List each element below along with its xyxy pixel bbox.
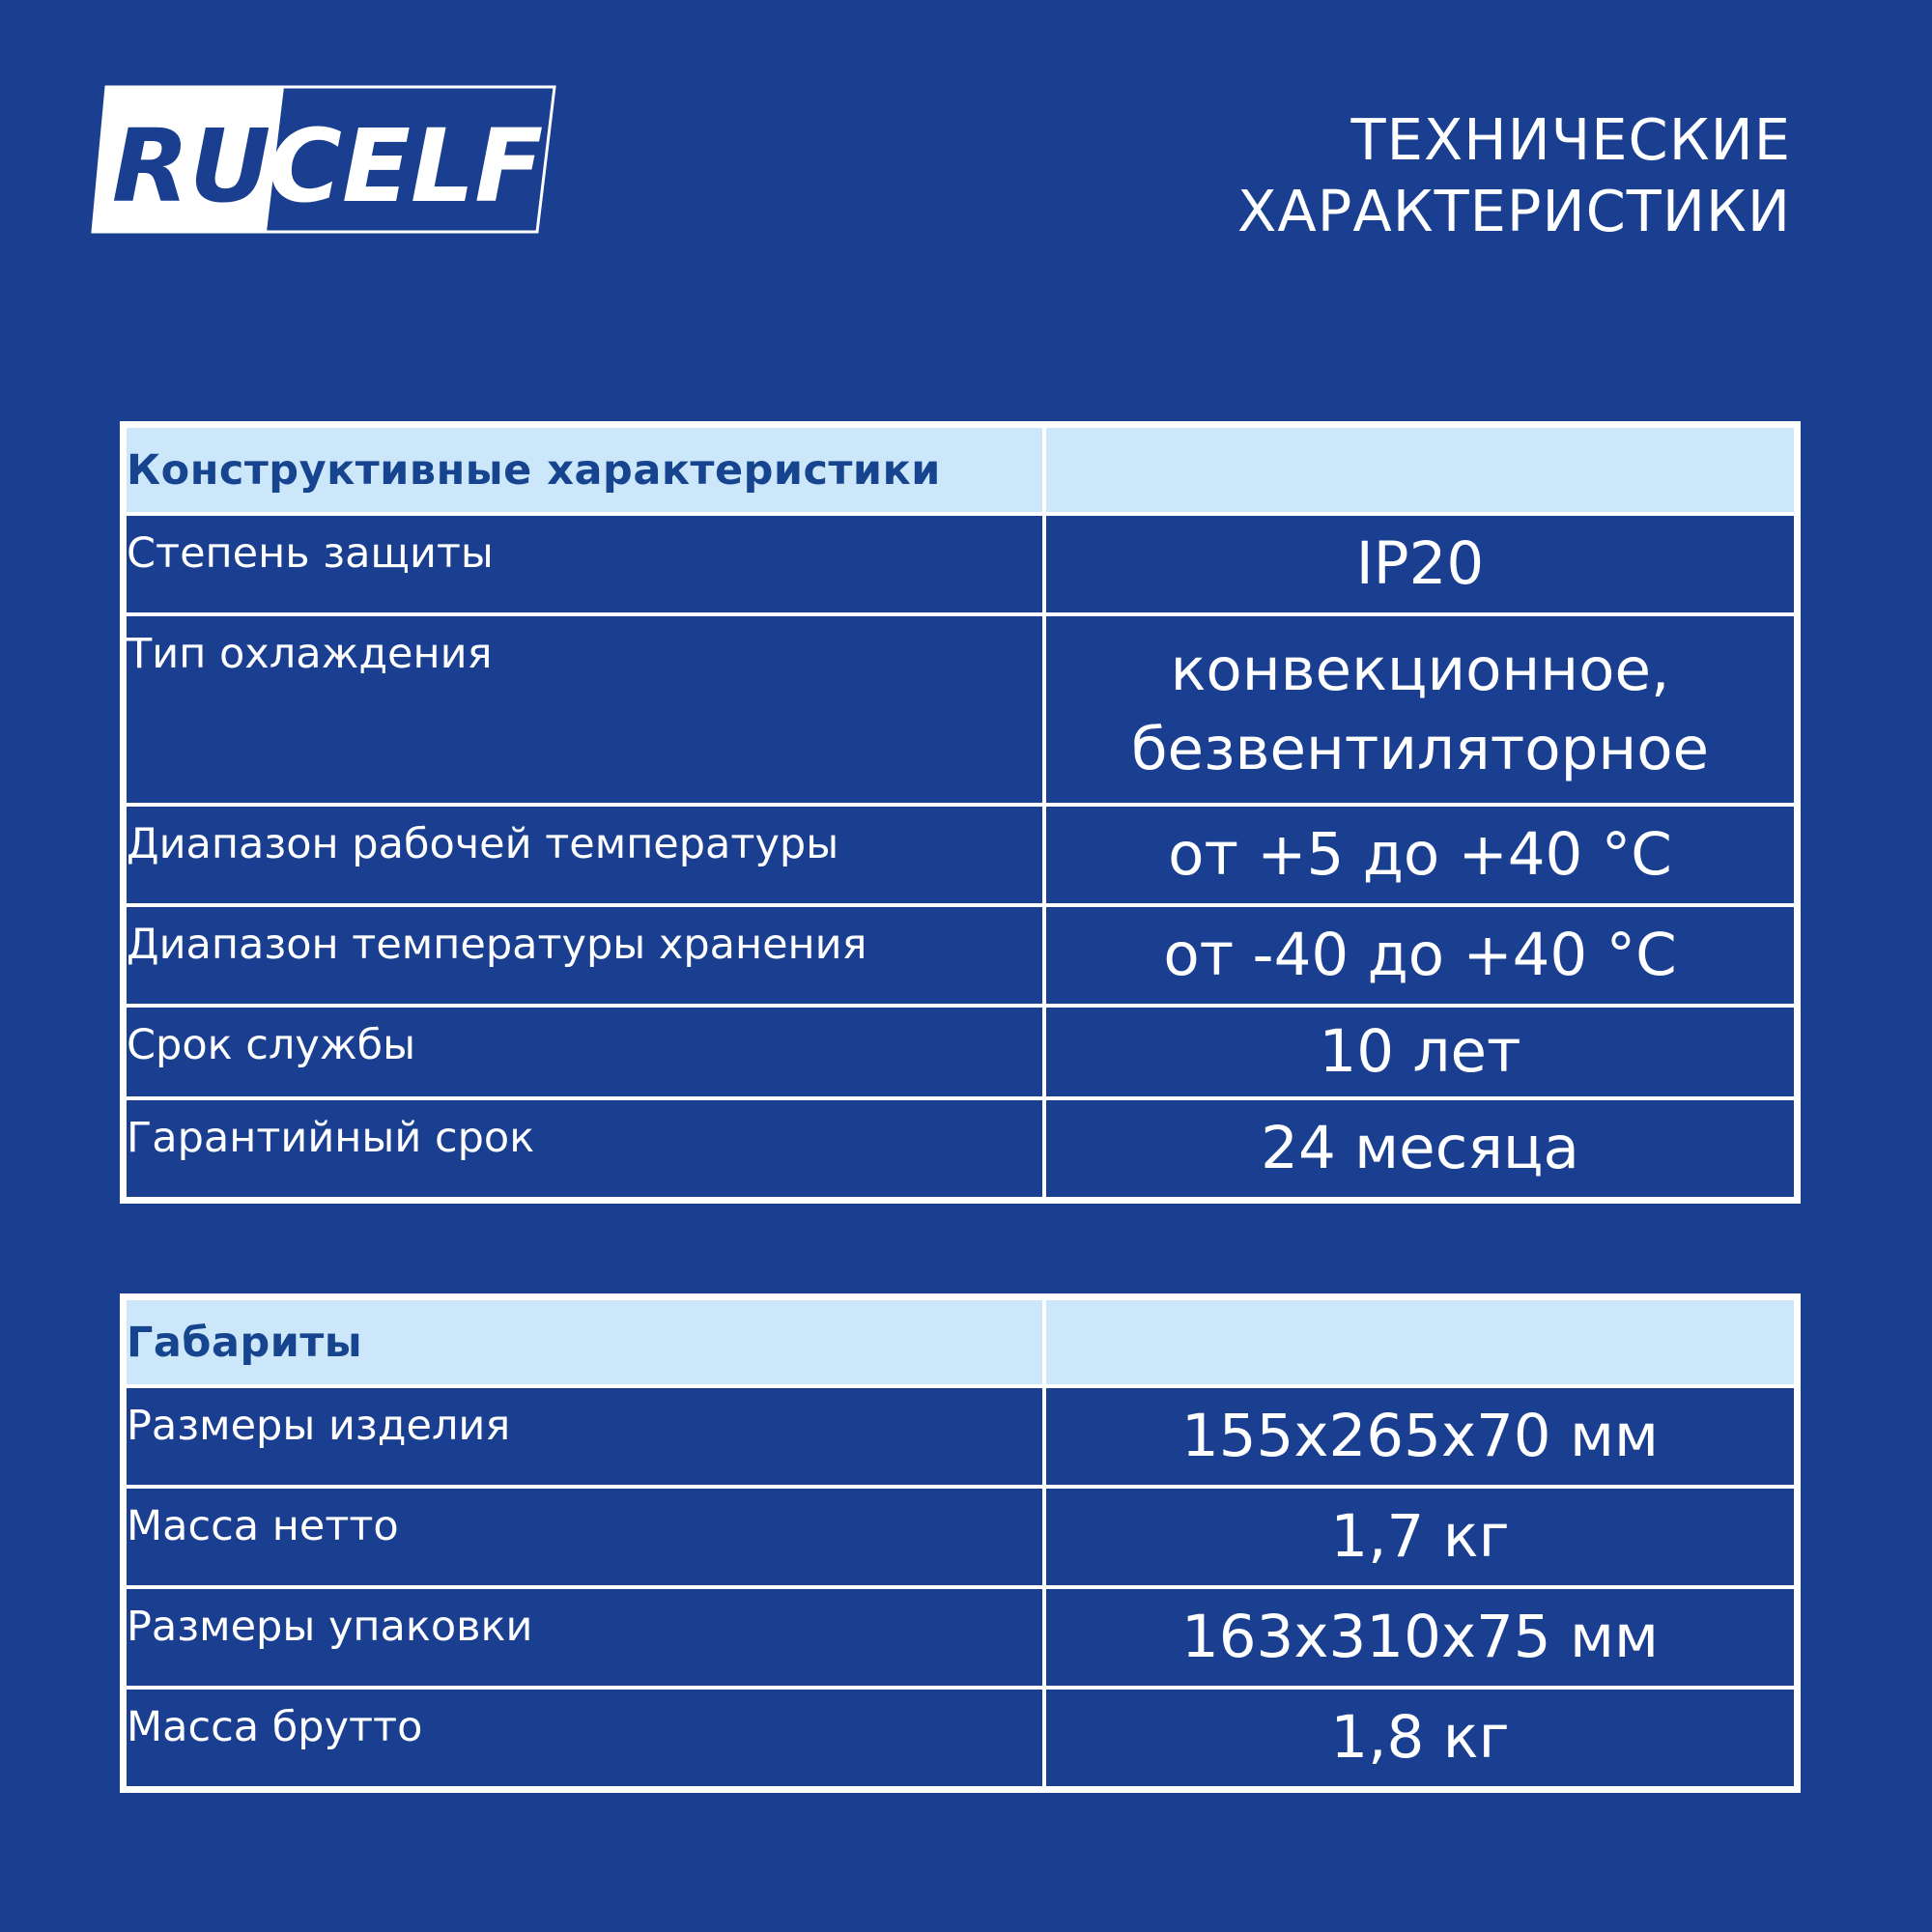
param-value: 10 лет [1044,1006,1796,1098]
param-value: от +5 до +40 °С [1044,805,1796,905]
param-value: 1,8 кг [1044,1688,1796,1788]
param-label: Срок службы [125,1006,1044,1098]
table-row [125,1487,1796,1587]
table-row [125,614,1796,805]
param-value [1044,614,1796,805]
param-value: IP20 [1044,514,1796,614]
param-label: Тип охлаждения [125,614,1044,805]
table-header-row [125,1298,1796,1386]
page-title-line1: ТЕХНИЧЕСКИЕ [1350,106,1791,173]
table-row [125,1386,1796,1487]
param-label: Диапазон рабочей температуры [125,805,1044,905]
param-label: Гарантийный срок [125,1098,1044,1199]
param-label: Степень защиты [125,514,1044,614]
table-row [125,514,1796,614]
param-value: 1,7 кг [1044,1487,1796,1587]
table-header-empty-cell [1044,426,1796,514]
table-row [125,1587,1796,1688]
table-row [125,1006,1796,1098]
param-value: 155х265х70 мм [1044,1386,1796,1487]
param-label: Размеры изделия [125,1386,1044,1487]
table-section-title: Габариты [125,1298,1044,1386]
dimensions-table [120,1293,1801,1793]
table-row [125,905,1796,1006]
param-label: Диапазон температуры хранения [125,905,1044,1006]
construction-specs-table [120,421,1801,1204]
table-row [125,1688,1796,1788]
param-label: Размеры упаковки [125,1587,1044,1688]
param-value: 163х310х75 мм [1044,1587,1796,1688]
table-section-title: Конструктивные характеристики [125,426,1044,514]
table-header-row [125,426,1796,514]
param-value-line1: конвекционное, [1170,635,1670,704]
logo-text-ru: RU [111,107,271,225]
param-label: Масса брутто [125,1688,1044,1788]
page-title [1237,104,1791,247]
page-title-line2: ХАРАКТЕРИСТИКИ [1236,178,1791,244]
rucelf-logo [91,85,558,234]
logo-text-celf: CELF [268,107,544,225]
table-row [125,1098,1796,1199]
rucelf-logo-graphic [91,85,558,234]
param-label: Масса нетто [125,1487,1044,1587]
param-value: 24 месяца [1044,1098,1796,1199]
param-value-line2: безвентиляторное [1130,714,1710,783]
param-value: от -40 до +40 °С [1044,905,1796,1006]
table-header-empty-cell [1044,1298,1796,1386]
table-row [125,805,1796,905]
